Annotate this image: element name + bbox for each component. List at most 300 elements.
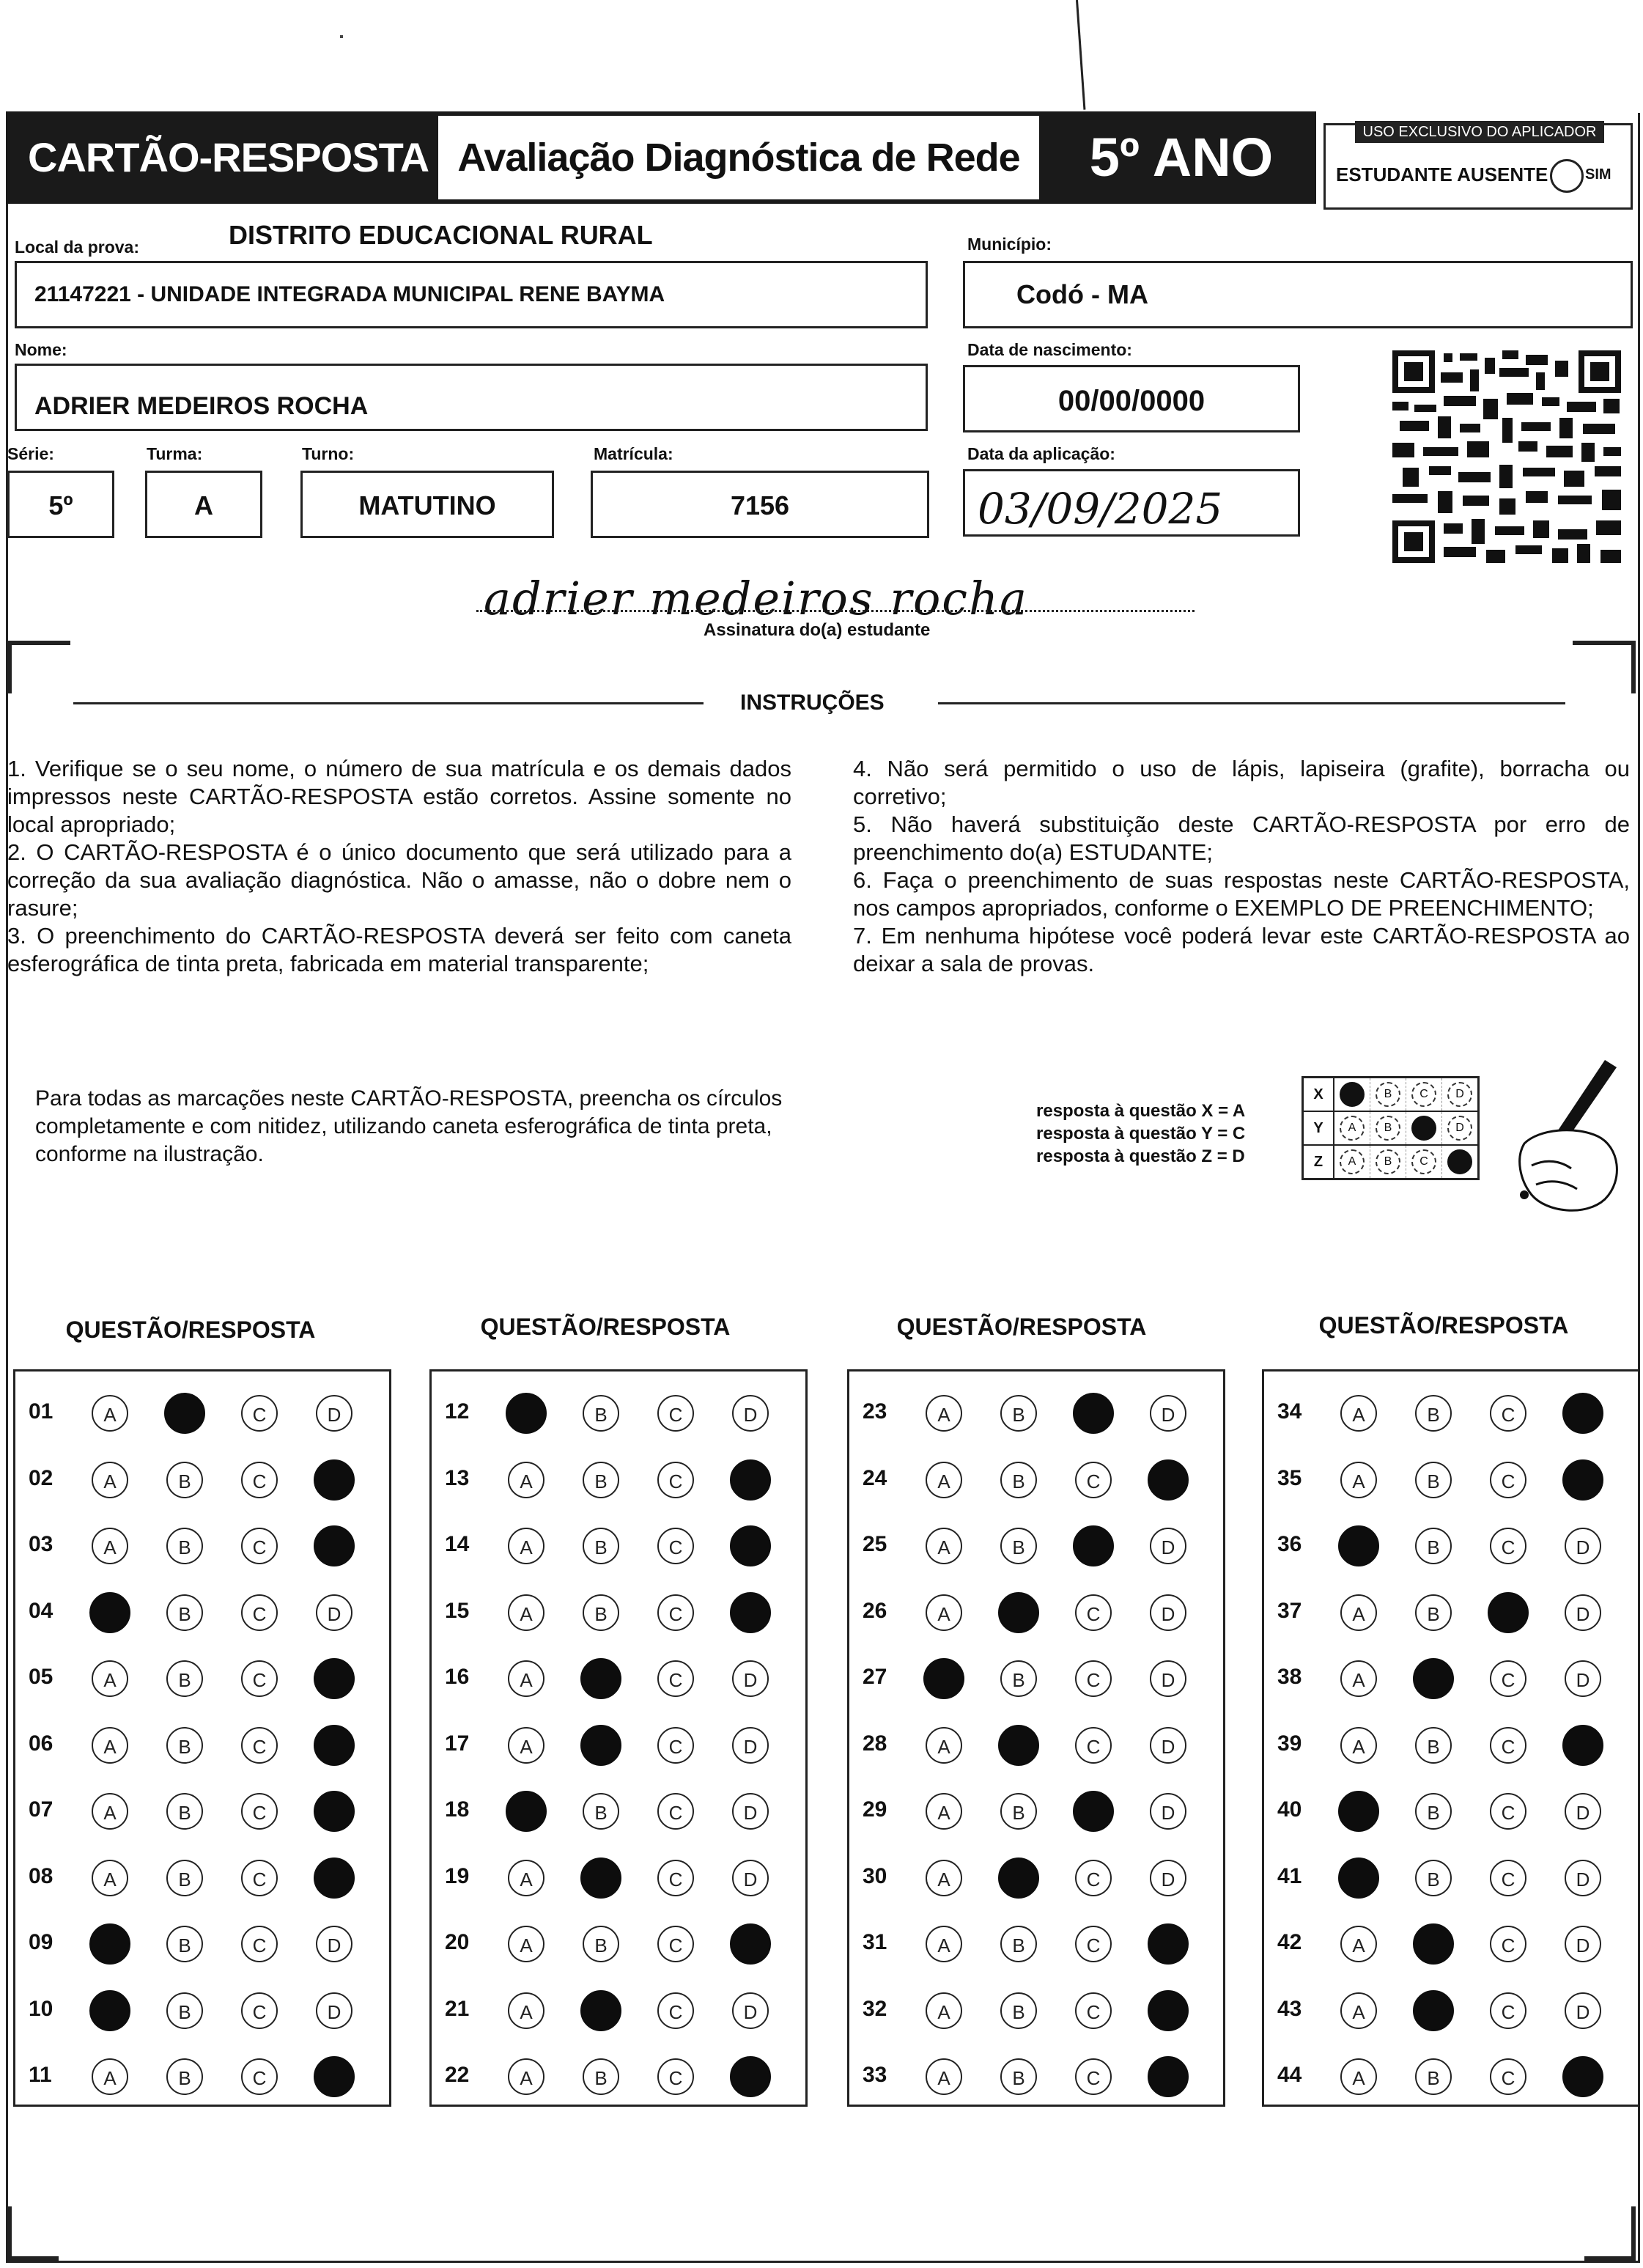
answer-bubble-b[interactable] xyxy=(1413,1658,1454,1699)
answer-bubble-b[interactable] xyxy=(580,1725,621,1766)
answer-bubble-a[interactable]: A xyxy=(508,1660,544,1697)
answer-bubble-c[interactable]: C xyxy=(1490,1793,1526,1830)
nome-field xyxy=(15,364,928,431)
example-bubble: D xyxy=(1447,1116,1472,1141)
instructions-rule-right xyxy=(938,702,1565,704)
question-row xyxy=(432,1712,805,1780)
answer-bubble-c[interactable]: C xyxy=(241,1395,278,1432)
answer-bubble-a[interactable]: A xyxy=(508,1727,544,1764)
answer-bubble-b[interactable]: B xyxy=(1000,2058,1037,2095)
question-row xyxy=(849,1845,1223,1912)
answer-bubble-b[interactable] xyxy=(998,1592,1039,1633)
question-row xyxy=(849,1712,1223,1780)
question-row xyxy=(1264,1778,1638,1846)
answer-bubble-b[interactable]: B xyxy=(166,1660,203,1697)
example-bubble: A xyxy=(1340,1116,1365,1141)
corner-mark-tr-v xyxy=(1631,641,1636,693)
answer-bubble-d[interactable]: D xyxy=(316,1395,352,1432)
top-corner-mark xyxy=(340,35,343,38)
answer-bubble-d[interactable]: D xyxy=(732,1727,769,1764)
answer-bubble-a[interactable]: A xyxy=(926,1594,962,1631)
question-row xyxy=(15,1845,389,1912)
answer-bubble-b[interactable]: B xyxy=(166,1594,203,1631)
answer-bubble-b[interactable]: B xyxy=(1415,1462,1452,1498)
turma-label: Turma: xyxy=(147,444,203,463)
absent-label: ESTUDANTE AUSENTE xyxy=(1336,163,1548,185)
answer-bubble-b[interactable] xyxy=(580,1658,621,1699)
answer-bubble-a[interactable]: A xyxy=(508,1594,544,1631)
answer-bubble-a[interactable]: A xyxy=(92,1395,128,1432)
municipio-field xyxy=(963,261,1633,328)
answer-bubble-b[interactable]: B xyxy=(1000,1992,1037,2029)
answer-bubble-b[interactable]: B xyxy=(1415,1594,1452,1631)
question-row xyxy=(432,1646,805,1713)
question-row xyxy=(849,1978,1223,2045)
answer-bubble-c[interactable]: C xyxy=(1490,1395,1526,1432)
answer-bubble-c[interactable]: C xyxy=(1490,2058,1526,2095)
answer-bubble-a[interactable] xyxy=(1338,1791,1379,1832)
signature-line xyxy=(476,610,1195,612)
example-row-key: Z xyxy=(1304,1146,1334,1178)
answer-bubble-c[interactable]: C xyxy=(1075,1926,1112,1962)
answer-bubble-c[interactable]: C xyxy=(657,1660,694,1697)
question-row xyxy=(432,1580,805,1647)
answer-bubble-c[interactable]: C xyxy=(241,1793,278,1830)
answer-bubble-b[interactable]: B xyxy=(1000,1462,1037,1498)
answer-column-header: QUESTÃO/RESPOSTA xyxy=(896,1314,1147,1340)
answer-bubble-b[interactable] xyxy=(1413,1923,1454,1965)
example-row xyxy=(1304,1112,1477,1146)
answer-bubble-c[interactable]: C xyxy=(1490,1860,1526,1896)
answer-bubble-c[interactable]: C xyxy=(1490,1528,1526,1564)
matricula-label: Matrícula: xyxy=(594,444,673,463)
question-number: 29 xyxy=(863,1797,887,1822)
turma-value: A xyxy=(194,490,213,520)
answer-column-header: QUESTÃO/RESPOSTA xyxy=(480,1314,731,1340)
answer-bubble-d[interactable]: D xyxy=(1150,1793,1186,1830)
example-option-cell xyxy=(1334,1078,1370,1111)
example-lines xyxy=(1036,1100,1245,1168)
pen-hand-icon xyxy=(1495,1056,1627,1224)
question-number: 07 xyxy=(29,1797,53,1822)
answer-bubble-a[interactable]: A xyxy=(508,1462,544,1498)
question-row xyxy=(1264,1580,1638,1647)
answer-bubble-d[interactable] xyxy=(314,1791,355,1832)
answer-bubble-b[interactable] xyxy=(580,1990,621,2031)
answer-bubble-a[interactable]: A xyxy=(1340,1462,1377,1498)
answer-bubble-d[interactable]: D xyxy=(1150,1594,1186,1631)
answer-bubble-b[interactable]: B xyxy=(1415,1395,1452,1432)
question-number: 15 xyxy=(445,1598,470,1623)
example-bubble: A xyxy=(1340,1149,1365,1174)
answer-bubble-c[interactable]: C xyxy=(1490,1727,1526,1764)
answer-bubble-d[interactable] xyxy=(314,1459,355,1501)
answer-bubble-c[interactable]: C xyxy=(1075,1992,1112,2029)
answer-bubble-a[interactable] xyxy=(506,1791,547,1832)
example-bubble: D xyxy=(1447,1082,1472,1107)
answer-bubble-c[interactable]: C xyxy=(657,1992,694,2029)
answer-bubble-d[interactable]: D xyxy=(1565,1992,1601,2029)
question-row xyxy=(849,1380,1223,1448)
answer-bubble-d[interactable]: D xyxy=(732,1992,769,2029)
answer-bubble-d[interactable]: D xyxy=(1565,1528,1601,1564)
answer-bubble-c[interactable]: C xyxy=(657,1395,694,1432)
answer-bubble-d[interactable]: D xyxy=(732,1395,769,1432)
answer-bubble-a[interactable]: A xyxy=(926,1528,962,1564)
answer-bubble-a[interactable] xyxy=(923,1658,964,1699)
answer-bubble-b[interactable]: B xyxy=(166,1528,203,1564)
answer-bubble-c[interactable]: C xyxy=(657,1594,694,1631)
answer-bubble-d[interactable]: D xyxy=(1150,1395,1186,1432)
answer-bubble-b[interactable] xyxy=(164,1393,205,1434)
example-row xyxy=(1304,1078,1477,1112)
answer-bubble-b[interactable]: B xyxy=(1000,1926,1037,1962)
answer-bubble-b[interactable]: B xyxy=(166,1926,203,1962)
matricula-field xyxy=(591,471,929,538)
question-number: 25 xyxy=(863,1532,887,1556)
answer-bubble-c[interactable]: C xyxy=(657,1528,694,1564)
question-row xyxy=(15,1778,389,1846)
answer-column-3 xyxy=(847,1369,1225,2107)
answer-bubble-d[interactable] xyxy=(314,1658,355,1699)
municipio-value: Codó - MA xyxy=(1016,279,1148,309)
answer-bubble-b[interactable]: B xyxy=(166,1727,203,1764)
fill-example-grid xyxy=(1302,1076,1480,1180)
question-row xyxy=(432,1513,805,1580)
answer-bubble-b[interactable]: B xyxy=(166,1462,203,1498)
answer-bubble-a[interactable]: A xyxy=(926,1462,962,1498)
answer-bubble-a[interactable]: A xyxy=(1340,1992,1377,2029)
question-number: 02 xyxy=(29,1465,53,1490)
question-row xyxy=(15,2044,389,2111)
answer-bubble-a[interactable]: A xyxy=(92,1660,128,1697)
answer-bubble-d[interactable] xyxy=(1148,2056,1189,2097)
answer-bubble-c[interactable] xyxy=(1073,1525,1114,1566)
answer-bubble-c[interactable]: C xyxy=(1490,1462,1526,1498)
answer-bubble-c[interactable]: C xyxy=(657,1860,694,1896)
answer-bubble-b[interactable]: B xyxy=(1415,2058,1452,2095)
answer-bubble-d[interactable] xyxy=(314,1858,355,1899)
answer-bubble-a[interactable]: A xyxy=(508,1992,544,2029)
answer-bubble-a[interactable]: A xyxy=(92,1793,128,1830)
answer-bubble-b[interactable]: B xyxy=(1000,1395,1037,1432)
answer-bubble-c[interactable]: C xyxy=(1075,2058,1112,2095)
answer-bubble-c[interactable] xyxy=(1073,1393,1114,1434)
answer-bubble-a[interactable] xyxy=(1338,1525,1379,1566)
nome-value: ADRIER MEDEIROS ROCHA xyxy=(34,392,369,420)
question-number: 06 xyxy=(29,1731,53,1756)
nascimento-label: Data de nascimento: xyxy=(967,340,1132,359)
answer-bubble-b[interactable]: B xyxy=(166,1992,203,2029)
answer-bubble-c[interactable]: C xyxy=(241,2058,278,2095)
answer-bubble-d[interactable] xyxy=(730,1592,771,1633)
example-option-cell xyxy=(1406,1146,1442,1178)
answer-bubble-b[interactable]: B xyxy=(583,1793,619,1830)
instruction-6: 6. Faça o preenchimento de suas respostas neste CARTÃO-RESPOSTA, nos campos apropriados, conforme o EXEMPLO DE PREENCHIMENTO; xyxy=(853,867,1630,921)
example-bubble xyxy=(1447,1149,1472,1174)
question-row xyxy=(849,1778,1223,1846)
answer-bubble-d[interactable]: D xyxy=(1565,1926,1601,1962)
example-option-cell xyxy=(1370,1078,1406,1111)
answer-bubble-b[interactable]: B xyxy=(1415,1793,1452,1830)
answer-bubble-c[interactable]: C xyxy=(1490,1992,1526,2029)
answer-bubble-d[interactable] xyxy=(1562,1393,1603,1434)
example-option-cell xyxy=(1370,1112,1406,1144)
answer-bubble-d[interactable] xyxy=(314,1725,355,1766)
answer-bubble-c[interactable]: C xyxy=(657,1727,694,1764)
answer-bubble-b[interactable]: B xyxy=(1000,1660,1037,1697)
answer-bubble-d[interactable] xyxy=(730,1459,771,1501)
question-number: 11 xyxy=(29,2063,52,2087)
corner-mark-br-v xyxy=(1631,2206,1636,2259)
answer-bubble-b[interactable]: B xyxy=(1415,1727,1452,1764)
answer-bubble-d[interactable] xyxy=(1562,1725,1603,1766)
answer-bubble-d[interactable] xyxy=(730,1525,771,1566)
example-option-cell xyxy=(1442,1146,1477,1178)
aplicacao-value: 03/09/2025 xyxy=(978,484,1223,534)
question-row xyxy=(15,1580,389,1647)
answer-bubble-b[interactable]: B xyxy=(1415,1528,1452,1564)
answer-bubble-a[interactable] xyxy=(89,1592,130,1633)
district-name: DISTRITO EDUCACIONAL RURAL xyxy=(229,220,653,250)
serie-value: 5º xyxy=(48,490,73,520)
question-number: 30 xyxy=(863,1863,887,1888)
answer-bubble-a[interactable]: A xyxy=(92,1727,128,1764)
answer-bubble-c[interactable]: C xyxy=(1075,1727,1112,1764)
question-number: 28 xyxy=(863,1731,887,1756)
answer-bubble-a[interactable]: A xyxy=(508,1528,544,1564)
example-option-cell xyxy=(1442,1078,1477,1111)
question-row xyxy=(1264,2044,1638,2111)
fold-line-mark xyxy=(1076,0,1085,110)
question-number: 34 xyxy=(1277,1399,1302,1424)
answer-bubble-d[interactable]: D xyxy=(732,1860,769,1896)
answer-bubble-a[interactable]: A xyxy=(508,1926,544,1962)
answer-bubble-b[interactable]: B xyxy=(583,2058,619,2095)
corner-mark-bl-v xyxy=(7,2206,12,2259)
example-bubble xyxy=(1340,1082,1365,1107)
card-title: CARTÃO-RESPOSTA xyxy=(28,134,429,180)
answer-bubble-d[interactable]: D xyxy=(1150,1660,1186,1697)
instructions-title: INSTRUÇÕES xyxy=(740,691,885,715)
instruction-1: 1. Verifique se o seu nome, o número de sua matrícula e os demais dados impressos neste CARTÃO-RESPOSTA estão corretos. Assine somente no local apropriado; xyxy=(7,756,791,837)
answer-bubble-a[interactable]: A xyxy=(92,1860,128,1896)
example-bubble: B xyxy=(1376,1149,1400,1174)
question-row xyxy=(1264,1978,1638,2045)
answer-bubble-c[interactable]: C xyxy=(241,1528,278,1564)
example-row-key: X xyxy=(1304,1078,1334,1111)
question-number: 10 xyxy=(29,1996,53,2021)
answer-bubble-a[interactable]: A xyxy=(926,1793,962,1830)
answer-bubble-a[interactable]: A xyxy=(1340,1727,1377,1764)
answer-bubble-c[interactable]: C xyxy=(1075,1660,1112,1697)
answer-bubble-d[interactable] xyxy=(1148,1990,1189,2031)
instruction-2: 2. O CARTÃO-RESPOSTA é o único documento que será utilizado para a correção da sua avaliação diagnóstica. Não o amasse, não o dobre nem o rasure; xyxy=(7,839,791,921)
question-number: 12 xyxy=(445,1399,470,1424)
example-option-cell xyxy=(1442,1112,1477,1144)
answer-bubble-d[interactable]: D xyxy=(1565,1860,1601,1896)
answer-bubble-a[interactable]: A xyxy=(926,1727,962,1764)
answer-bubble-c[interactable]: C xyxy=(241,1992,278,2029)
question-row xyxy=(15,1646,389,1713)
answer-bubble-d[interactable]: D xyxy=(1150,1528,1186,1564)
answer-column-1 xyxy=(13,1369,391,2107)
answer-bubble-c[interactable]: C xyxy=(241,1926,278,1962)
answer-bubble-b[interactable]: B xyxy=(583,1926,619,1962)
answer-bubble-a[interactable]: A xyxy=(1340,1926,1377,1962)
answer-bubble-b[interactable]: B xyxy=(583,1594,619,1631)
answer-bubble-d[interactable] xyxy=(314,1525,355,1566)
answer-column-header: QUESTÃO/RESPOSTA xyxy=(1318,1312,1569,1339)
nascimento-field xyxy=(963,365,1300,432)
applicator-header: USO EXCLUSIVO DO APLICADOR xyxy=(1355,121,1604,143)
answer-bubble-b[interactable] xyxy=(998,1858,1039,1899)
answer-bubble-b[interactable]: B xyxy=(583,1462,619,1498)
assessment-title: Avaliação Diagnóstica de Rede xyxy=(438,116,1039,199)
answer-bubble-a[interactable] xyxy=(89,1923,130,1965)
question-number: 23 xyxy=(863,1399,887,1424)
answer-bubble-a[interactable]: A xyxy=(1340,2058,1377,2095)
question-row xyxy=(1264,1911,1638,1978)
aplicacao-label: Data da aplicação: xyxy=(967,444,1115,463)
answer-bubble-a[interactable] xyxy=(506,1393,547,1434)
instruction-3: 3. O preenchimento do CARTÃO-RESPOSTA deverá ser feito com caneta esferográfica de tinta preta, fabricada em material transparente; xyxy=(7,923,791,976)
answer-bubble-d[interactable]: D xyxy=(316,1594,352,1631)
answer-bubble-d[interactable] xyxy=(1148,1923,1189,1965)
answer-bubble-b[interactable]: B xyxy=(166,2058,203,2095)
answer-bubble-c[interactable]: C xyxy=(1075,1462,1112,1498)
answer-bubble-c[interactable]: C xyxy=(241,1462,278,1498)
answer-bubble-a[interactable] xyxy=(89,1990,130,2031)
answer-bubble-c[interactable]: C xyxy=(1490,1660,1526,1697)
answer-bubble-a[interactable]: A xyxy=(92,1462,128,1498)
answer-bubble-d[interactable]: D xyxy=(732,1660,769,1697)
question-number: 20 xyxy=(445,1930,470,1954)
question-number: 21 xyxy=(445,1996,470,2021)
grade-banner: 5º ANO xyxy=(1089,127,1274,188)
question-row xyxy=(15,1380,389,1448)
answer-bubble-a[interactable] xyxy=(1338,1858,1379,1899)
answer-bubble-c[interactable]: C xyxy=(1490,1926,1526,1962)
answer-bubble-a[interactable]: A xyxy=(92,1528,128,1564)
answer-bubble-d[interactable] xyxy=(1562,1459,1603,1501)
answer-bubble-a[interactable]: A xyxy=(926,1992,962,2029)
serie-label: Série: xyxy=(7,444,54,463)
header-banner xyxy=(6,111,1316,204)
answer-bubble-d[interactable]: D xyxy=(1150,1860,1186,1896)
answer-bubble-c[interactable] xyxy=(1073,1791,1114,1832)
answer-bubble-b[interactable]: B xyxy=(583,1395,619,1432)
answer-bubble-b[interactable] xyxy=(1413,1990,1454,2031)
instruction-5: 5. Não haverá substituição deste CARTÃO-RESPOSTA por erro de preenchimento do(a) ESTUDANTE; xyxy=(853,811,1630,865)
question-row xyxy=(432,1911,805,1978)
question-number: 24 xyxy=(863,1465,887,1490)
question-number: 41 xyxy=(1277,1863,1302,1888)
answer-bubble-a[interactable]: A xyxy=(926,1395,962,1432)
absent-bubble[interactable] xyxy=(1550,159,1584,193)
question-number: 44 xyxy=(1277,2063,1302,2087)
answer-bubble-a[interactable]: A xyxy=(1340,1395,1377,1432)
question-number: 35 xyxy=(1277,1465,1302,1490)
answer-bubble-c[interactable]: C xyxy=(241,1727,278,1764)
answer-bubble-d[interactable]: D xyxy=(1565,1594,1601,1631)
question-row xyxy=(849,1513,1223,1580)
answer-bubble-c[interactable]: C xyxy=(657,1462,694,1498)
answer-bubble-c[interactable]: C xyxy=(1075,1860,1112,1896)
answer-bubble-c[interactable]: C xyxy=(1075,1594,1112,1631)
answer-bubble-a[interactable]: A xyxy=(926,1926,962,1962)
answer-bubble-a[interactable]: A xyxy=(926,1860,962,1896)
answer-bubble-b[interactable]: B xyxy=(1415,1860,1452,1896)
question-row xyxy=(849,1580,1223,1647)
answer-bubble-b[interactable] xyxy=(998,1725,1039,1766)
answer-bubble-b[interactable]: B xyxy=(166,1860,203,1896)
answer-bubble-c[interactable]: C xyxy=(241,1660,278,1697)
answer-bubble-b[interactable]: B xyxy=(166,1793,203,1830)
question-row xyxy=(15,1911,389,1978)
answer-bubble-b[interactable]: B xyxy=(1000,1793,1037,1830)
answer-bubble-c[interactable]: C xyxy=(241,1594,278,1631)
serie-field xyxy=(7,471,114,538)
answer-bubble-a[interactable]: A xyxy=(1340,1594,1377,1631)
example-bubble: B xyxy=(1376,1082,1400,1107)
answer-bubble-b[interactable]: B xyxy=(1000,1528,1037,1564)
answer-bubble-a[interactable]: A xyxy=(92,2058,128,2095)
question-row xyxy=(1264,1845,1638,1912)
answer-bubble-a[interactable]: A xyxy=(508,1860,544,1896)
answer-bubble-d[interactable]: D xyxy=(732,1793,769,1830)
question-row xyxy=(849,2044,1223,2111)
answer-bubble-a[interactable]: A xyxy=(926,2058,962,2095)
answer-bubble-d[interactable]: D xyxy=(1150,1727,1186,1764)
question-number: 03 xyxy=(29,1532,53,1556)
answer-bubble-a[interactable]: A xyxy=(1340,1660,1377,1697)
fill-instructions: Para todas as marcações neste CARTÃO-RESPOSTA, preencha os círculos completamente e com nitidez, utilizando caneta esferográfica de tinta preta, conforme na ilustração. xyxy=(35,1086,783,1166)
question-row xyxy=(15,1978,389,2045)
answer-bubble-b[interactable]: B xyxy=(583,1528,619,1564)
answer-bubble-b[interactable] xyxy=(580,1858,621,1899)
answer-bubble-d[interactable] xyxy=(1562,2056,1603,2097)
matricula-value: 7156 xyxy=(730,490,790,520)
answer-bubble-a[interactable]: A xyxy=(508,2058,544,2095)
question-row xyxy=(432,1845,805,1912)
answer-bubble-d[interactable] xyxy=(730,2056,771,2097)
answer-bubble-c[interactable]: C xyxy=(241,1860,278,1896)
question-number: 27 xyxy=(863,1665,887,1689)
answer-bubble-c[interactable]: C xyxy=(657,2058,694,2095)
question-number: 33 xyxy=(863,2063,887,2087)
answer-bubble-d[interactable]: D xyxy=(1565,1660,1601,1697)
turno-field xyxy=(300,471,554,538)
answer-bubble-c[interactable]: C xyxy=(657,1926,694,1962)
instructions-rule-left xyxy=(73,702,704,704)
answer-bubble-c[interactable] xyxy=(1488,1592,1529,1633)
answer-bubble-d[interactable] xyxy=(730,1923,771,1965)
question-number: 19 xyxy=(445,1863,470,1888)
example-row-key: Y xyxy=(1304,1112,1334,1144)
answer-bubble-d[interactable] xyxy=(1148,1459,1189,1501)
question-number: 13 xyxy=(445,1465,470,1490)
answer-bubble-d[interactable]: D xyxy=(316,1992,352,2029)
question-number: 43 xyxy=(1277,1996,1302,2021)
local-label: Local da prova: xyxy=(15,238,139,257)
answer-bubble-c[interactable]: C xyxy=(657,1793,694,1830)
answer-bubble-d[interactable]: D xyxy=(1565,1793,1601,1830)
question-row xyxy=(849,1447,1223,1514)
answer-bubble-d[interactable]: D xyxy=(316,1926,352,1962)
answer-bubble-d[interactable] xyxy=(314,2056,355,2097)
question-row xyxy=(432,1380,805,1448)
